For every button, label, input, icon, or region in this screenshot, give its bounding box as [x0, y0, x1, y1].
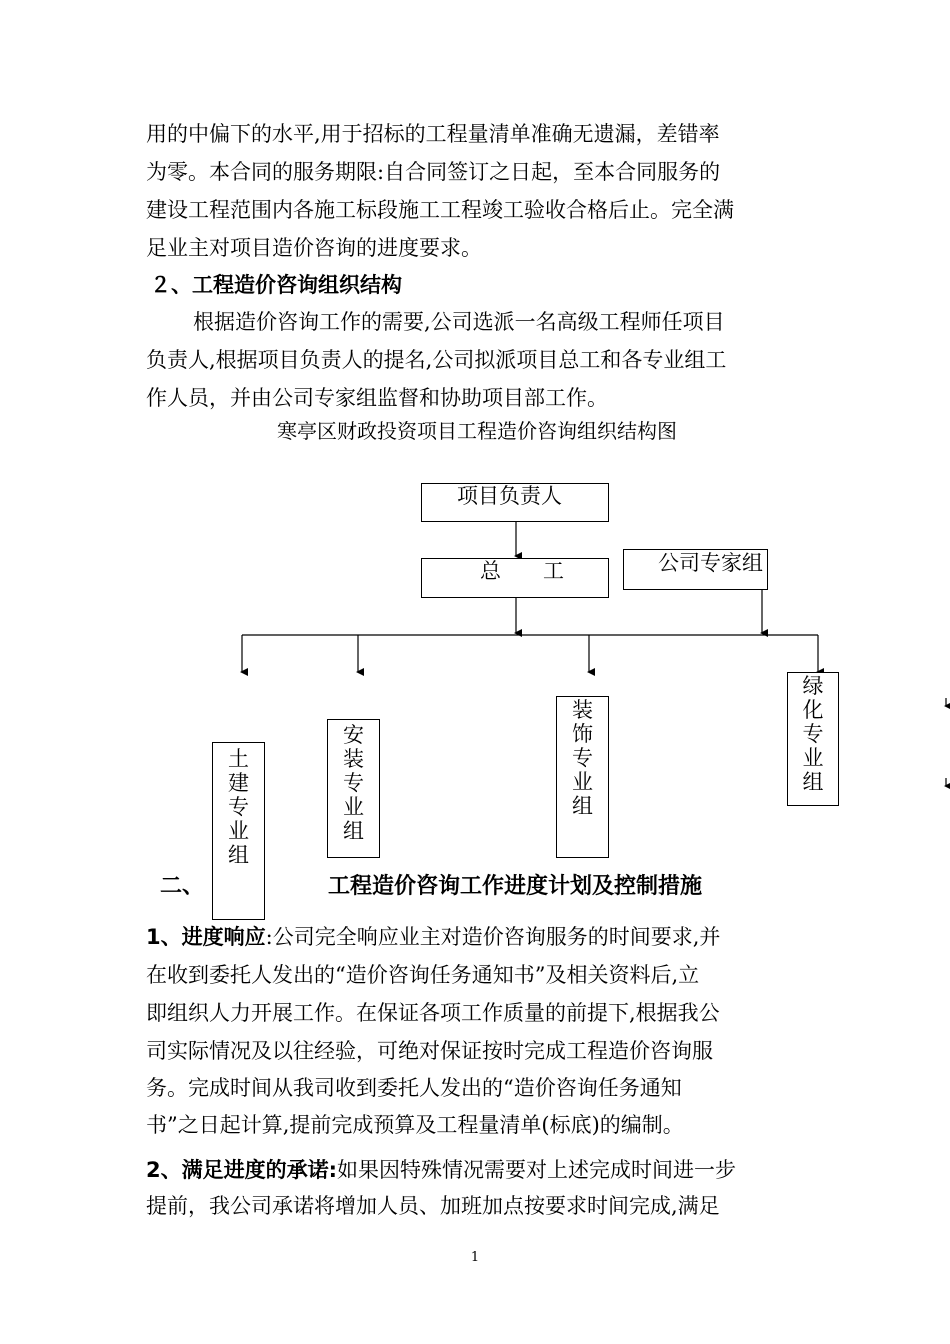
item-1-line-5: 务。完成时间从我司收到委托人发出的“造价咨询任务通知	[146, 1076, 682, 1100]
item-2-label: 2、满足进度的承诺:	[146, 1158, 338, 1182]
decoration-group-box	[556, 696, 609, 858]
section-2-heading: ２、工程造价咨询组织结构	[150, 273, 402, 297]
chief-engineer-box	[421, 558, 609, 598]
decoration-group-label: 装饰专业组	[572, 698, 593, 818]
section-two-title: 工程造价咨询工作进度计划及控制措施	[328, 874, 703, 899]
item-1-line-6: 书”之日起计算,提前完成预算及工程量清单(标底)的编制。	[146, 1113, 684, 1137]
org-chart-caption: 寒亭区财政投资项目工程造价咨询组织结构图	[277, 419, 677, 443]
civil-group-box	[212, 742, 265, 920]
item-1-line-2: 在收到委托人发出的“造价咨询任务通知书”及相关资料后,立	[146, 963, 700, 987]
item-1-line-1	[146, 918, 720, 956]
item-2-text-1: 如果因特殊情况需要对上述完成时间进一步	[337, 1158, 737, 1182]
page-number: 1	[470, 1250, 480, 1265]
item-2-line-1	[146, 1151, 736, 1189]
item-1-label: 1、进度响应	[146, 925, 266, 949]
section-2-line-3: 作人员，并由公司专家组监督和协助项目部工作。	[146, 386, 608, 410]
intro-line-2: 为零。本合同的服务期限:自合同签订之日起，至本合同服务的	[146, 160, 721, 184]
section-2-line-1: 根据造价咨询工作的需要,公司选派一名高级工程师任项目	[193, 310, 725, 334]
section-2-line-2: 负责人,根据项目负责人的提名,公司拟派项目总工和各专业组工	[146, 348, 727, 372]
greening-group-label: 绿化专业组	[802, 674, 824, 794]
intro-line-3: 建设工程范围内各施工标段施工工程竣工验收合格后止。完全满	[146, 198, 734, 222]
item-1-line-4: 司实际情况及以往经验，可绝对保证按时完成工程造价咨询服	[146, 1039, 713, 1063]
expert-group-box	[623, 549, 768, 590]
installation-group-label: 安装专业组	[343, 723, 364, 843]
chief-engineer-label: 总 工	[480, 559, 564, 583]
item-1-text-1: :公司完全响应业主对造价咨询服务的时间要求,并	[265, 925, 721, 949]
project-leader-label: 项目负责人	[457, 484, 562, 508]
intro-line-1: 用的中偏下的水平,用于招标的工程量清单准确无遗漏，差错率	[146, 122, 720, 146]
item-2-line-2: 提前，我公司承诺将增加人员、加班加点按要求时间完成,满足	[146, 1194, 720, 1218]
project-leader-box	[421, 483, 609, 522]
intro-line-4: 足业主对项目造价咨询的进度要求。	[146, 236, 482, 260]
greening-group-box	[787, 672, 839, 806]
item-1-line-3: 即组织人力开展工作。在保证各项工作质量的前提下,根据我公	[146, 1001, 720, 1025]
installation-group-box	[327, 719, 380, 858]
civil-group-label: 土建专业组	[228, 747, 249, 867]
expert-group-label: 公司专家组	[658, 551, 763, 575]
section-two-number: 二、	[160, 874, 205, 899]
